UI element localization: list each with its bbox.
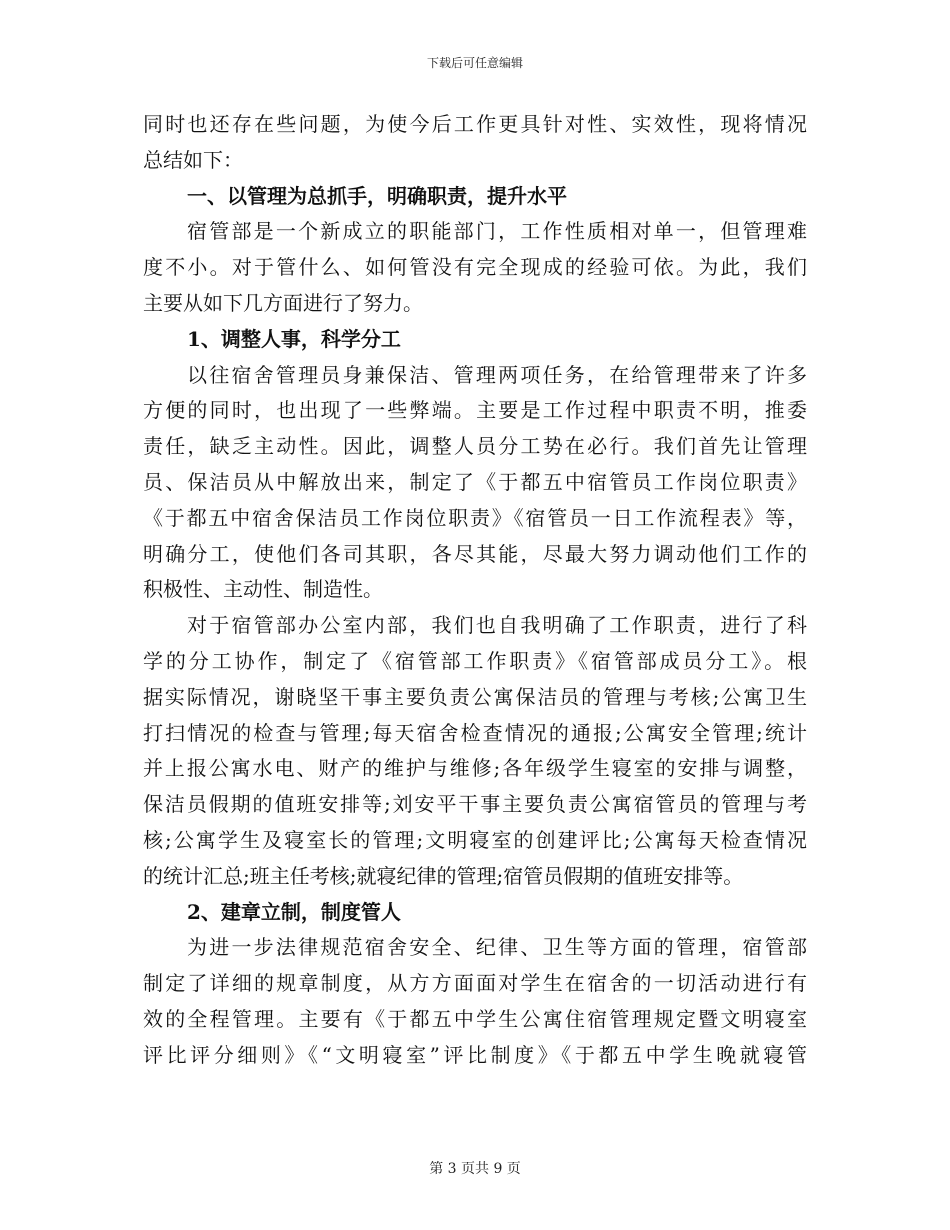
paragraph-line: 效的全程管理。主要有《于都五中学生公寓住宿管理规定暨文明寝室: [143, 1006, 807, 1031]
paragraph-line: 的统计汇总;班主任考核;就寝纪律的管理;宿管员假期的值班安排等。: [143, 863, 744, 888]
subsection-heading: 1、调整人事，科学分工: [187, 326, 401, 351]
paragraph-line: 据实际情况，谢晓坚干事主要负责公寓保洁员的管理与考核;公寓卫生: [143, 684, 807, 709]
paragraph-line: 明确分工，使他们各司其职，各尽其能，尽最大努力调动他们工作的: [143, 541, 807, 566]
paragraph-line: 《于都五中宿舍保洁员工作岗位职责》《宿管员一日工作流程表》等，: [143, 505, 807, 530]
paragraph-line: 主要从如下几方面进行了努力。: [143, 290, 423, 315]
paragraph-line: 保洁员假期的值班安排等;刘安平干事主要负责公寓宿管员的管理与考: [143, 792, 807, 817]
paragraph-line: 为进一步法律规范宿舍安全、纪律、卫生等方面的管理，宿管部: [187, 935, 807, 960]
paragraph-line: 宿管部是一个新成立的职能部门，工作性质相对单一，但管理难: [187, 219, 807, 244]
paragraph-line: 责任，缺乏主动性。因此，调整人员分工势在必行。我们首先让管理: [143, 434, 807, 459]
paragraph-line: 积极性、主动性、制造性。: [143, 577, 383, 602]
paragraph-line: 核;公寓学生及寝室长的管理;文明寝室的创建评比;公寓每天检查情况: [143, 827, 807, 852]
page-header: 下载后可任意编辑: [426, 56, 523, 70]
paragraph-line: 并上报公寓水电、财产的维护与维修;各年级学生寝室的安排与调整，: [143, 756, 807, 781]
document-body: [143, 107, 807, 1074]
paragraph-line: 总结如下：: [143, 147, 243, 172]
paragraph-line: 打扫情况的检查与管理;每天宿舍检查情况的通报;公寓安全管理;统计: [143, 720, 807, 745]
paragraph-line: 员、保洁员从中解放出来，制定了《于都五中宿管员工作岗位职责》: [143, 469, 807, 494]
page-footer: 第 3 页共 9 页: [429, 1161, 521, 1177]
subsection-heading: 2、建章立制，制度管人: [187, 899, 401, 924]
paragraph-line: 制定了详细的规章制度，从方方面面对学生在宿舍的一切活动进行有: [143, 971, 807, 996]
paragraph-line: 评比评分细则》《“文明寝室”评比制度》《于都五中学生晚就寝管: [143, 1042, 807, 1067]
paragraph-line: 对于宿管部办公室内部，我们也自我明确了工作职责，进行了科: [187, 613, 807, 638]
section-heading: 一、以管理为总抓手，明确职责，提升水平: [187, 183, 567, 208]
paragraph-line: 方便的同时，也出现了一些弊端。主要是工作过程中职责不明，推委: [143, 398, 807, 423]
paragraph-line: 以往宿舍管理员身兼保洁、管理两项任务，在给管理带来了许多: [187, 362, 807, 387]
paragraph-line: 度不小。对于管什么、如何管没有完全现成的经验可依。为此，我们: [143, 255, 807, 280]
paragraph-line: 学的分工协作，制定了《宿管部工作职责》《宿管部成员分工》。根: [143, 648, 807, 673]
paragraph-line: 同时也还存在些问题，为使今后工作更具针对性、实效性，现将情况: [143, 112, 807, 136]
